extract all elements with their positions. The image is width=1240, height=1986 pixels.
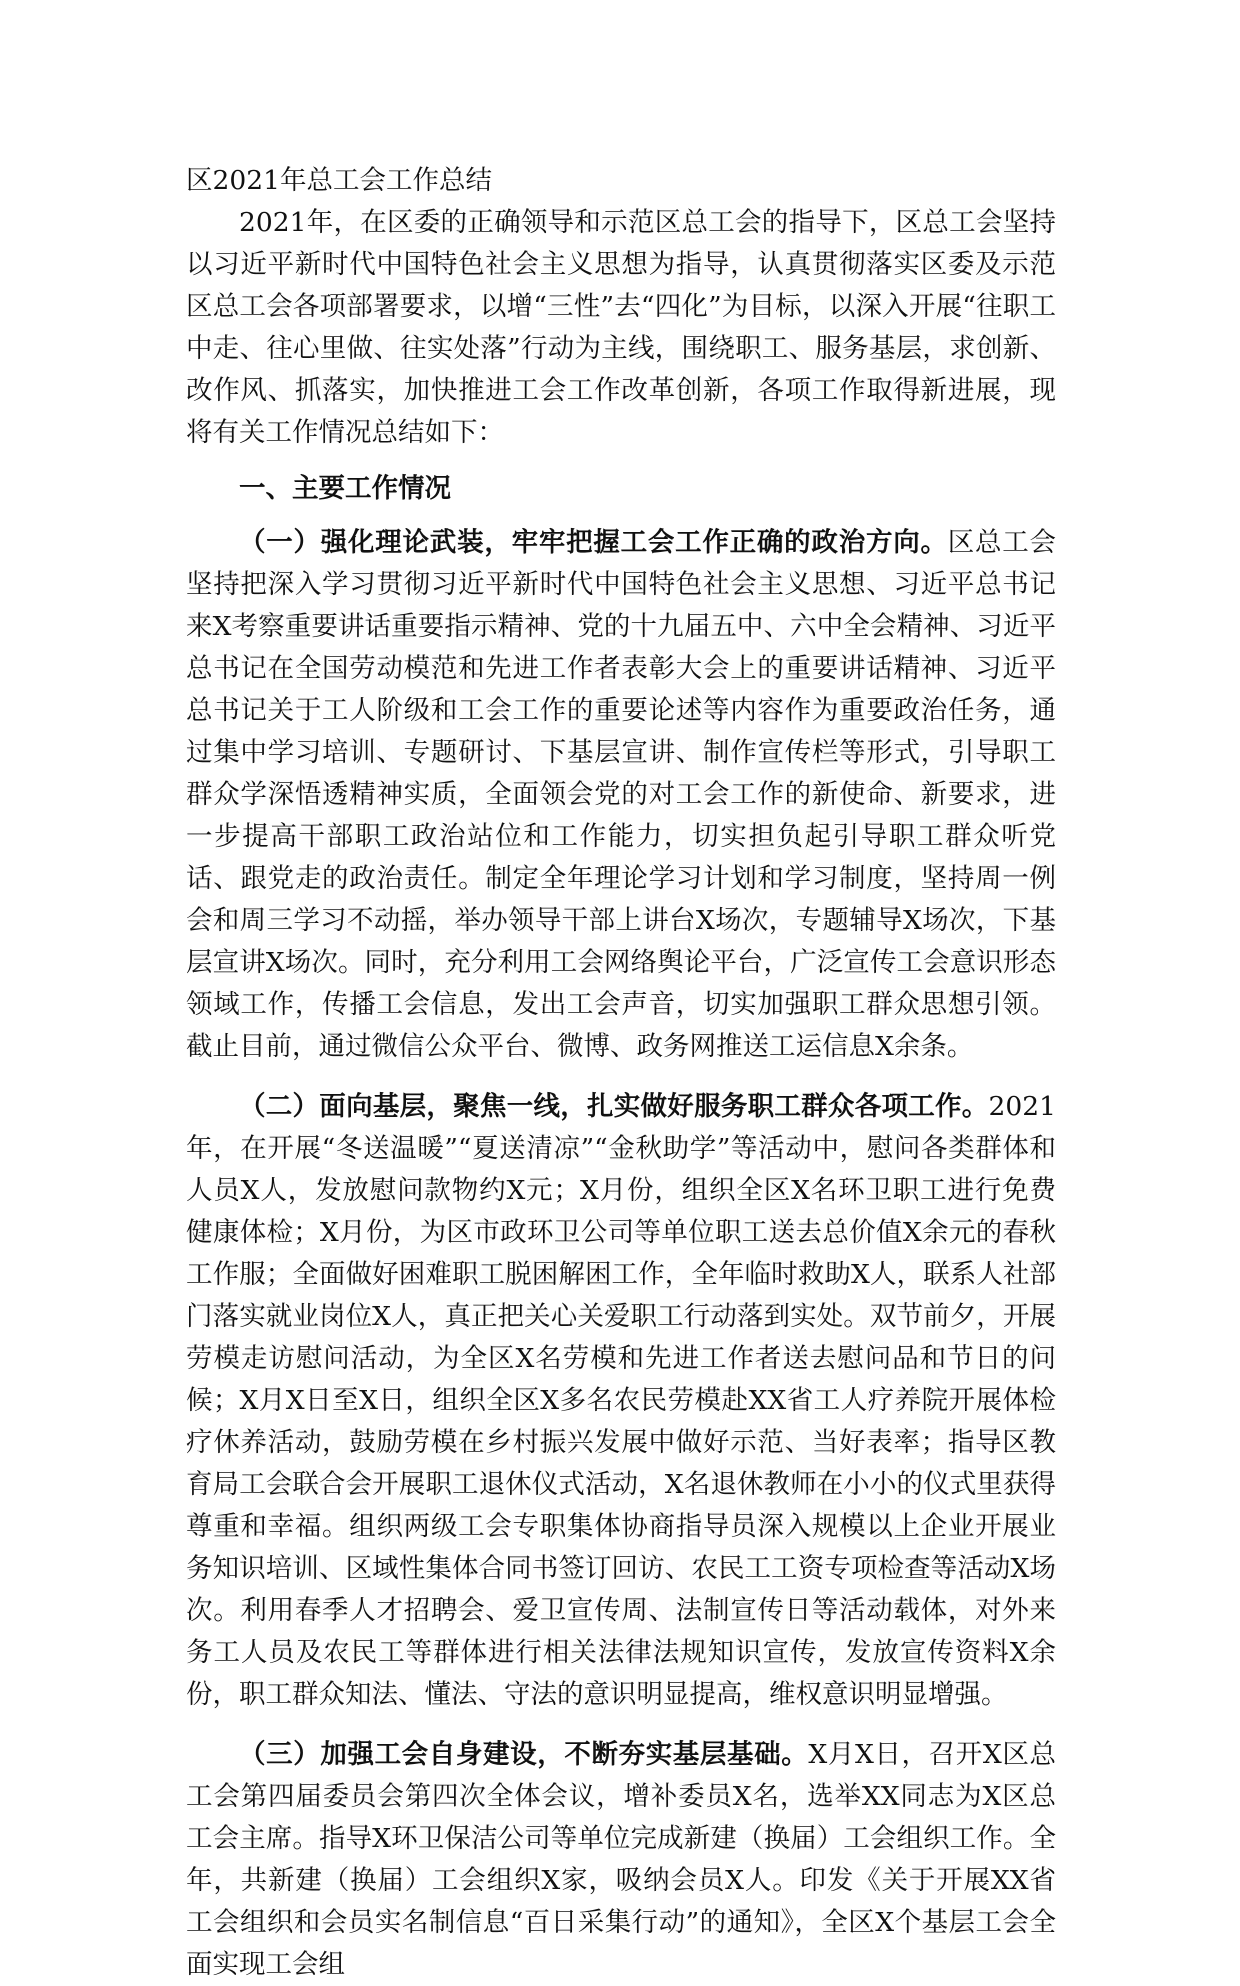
subsection-3-heading: （三）加强工会自身建设，不断夯实基层基础。 bbox=[239, 1739, 809, 1770]
document-page bbox=[186, 160, 1056, 1986]
subsection-2-heading: （二）面向基层，聚焦一线，扎实做好服务职工群众各项工作。 bbox=[239, 1091, 989, 1122]
section-heading: 一、主要工作情况 bbox=[239, 473, 451, 504]
subsection-1-heading: （一）强化理论武装，牢牢把握工会工作正确的政治方向。 bbox=[239, 527, 948, 558]
subsection-1-body: 区总工会坚持把深入学习贯彻习近平新时代中国特色社会主义思想、习近平总书记来X考察重要讲话重要指示精神、党的十九届五中、六中全会精神、习近平总书记在全国劳动模范和先进工作者表彰大会上的重要讲话精神、习近平总书记关于工人阶级和工会工作的重要论述等内容作为重要政治任务，通过集中学习培训、专题研讨、下基层宣讲、制作宣传栏等形式，引导职工群众学深悟透精神实质，全面领会党的对工会工作的新使命、新要求，进一步提高干部职工政治站位和工作能力，切实担负起引导职工群众听党话、跟党走的政治责任。制定全年理论学习计划和学习制度，坚持周一例会和周三学习不动摇，举办领导干部上讲台X场次，专题辅导X场次，下基层宣讲X场次。同时，充分利用工会网络舆论平台，广泛宣传工会意识形态领域工作，传播工会信息，发出工会声音，切实加强职工群众思想引领。截止目前，通过微信公众平台、微博、政务网推送工运信息X余条。 bbox=[186, 527, 1057, 1062]
intro-paragraph: 2021年，在区委的正确领导和示范区总工会的指导下，区总工会坚持以习近平新时代中国特色社会主义思想为指导，认真贯彻落实区委及示范区总工会各项部署要求，以增“三性”去“四化”为目标，以深入开展“往职工中走、往心里做、往实处落”行动为主线，围绕职工、服务基层，求创新、改作风、抓落实，加快推进工会工作改革创新，各项工作取得新进展，现将有关工作情况总结如下： bbox=[186, 207, 1056, 448]
subsection-1 bbox=[186, 522, 1056, 1068]
subsection-2-body: 2021年，在开展“冬送温暖”“夏送清凉”“金秋助学”等活动中，慰问各类群体和人员X人，发放慰问款物约X元；X月份，组织全区X名环卫职工进行免费健康体检；X月份，为区市政环卫公司等单位职工送去总价值X余元的春秋工作服；全面做好困难职工脱困解困工作，全年临时救助X人，联系人社部门落实就业岗位X人，真正把关心关爱职工行动落到实处。双节前夕，开展劳模走访慰问活动，为全区X名劳模和先进工作者送去慰问品和节日的问候；X月X日至X日，组织全区X多名农民劳模赴XX省工人疗养院开展体检疗休养活动，鼓励劳模在乡村振兴发展中做好示范、当好表率；指导区教育局工会联合会开展职工退休仪式活动，X名退休教师在小小的仪式里获得尊重和幸福。组织两级工会专职集体协商指导员深入规模以上企业开展业务知识培训、区域性集体合同书签订回访、农民工工资专项检查等活动X场次。利用春季人才招聘会、爱卫宣传周、法制宣传日等活动载体，对外来务工人员及农民工等群体进行相关法律法规知识宣传，发放宣传资料X余份，职工群众知法、懂法、守法的意识明显提高，维权意识明显增强。 bbox=[186, 1091, 1056, 1710]
document-title: 区2021年总工会工作总结 bbox=[186, 165, 492, 196]
subsection-2 bbox=[186, 1086, 1056, 1716]
subsection-3 bbox=[186, 1734, 1056, 1986]
subsection-3-body: X月X日，召开X区总工会第四届委员会第四次全体会议，增补委员X名，选举XX同志为X区总工会主席。指导X环卫保洁公司等单位完成新建（换届）工会组织工作。全年，共新建（换届）工会组织X家，吸纳会员X人。印发《关于开展XX省工会组织和会员实名制信息“百日采集行动”的通知》，全区X个基层工会全面实现工会组 bbox=[186, 1739, 1056, 1980]
